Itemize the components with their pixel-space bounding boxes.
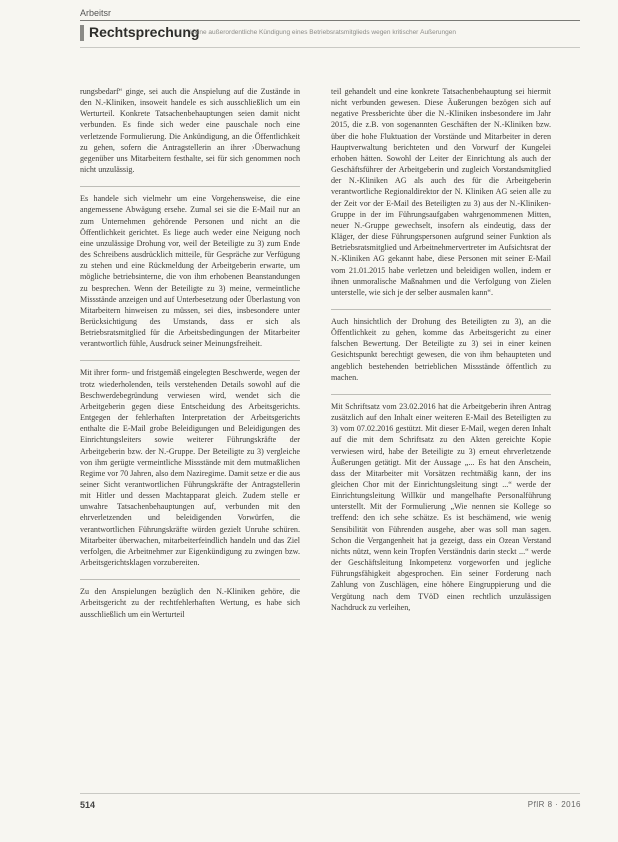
paragraph: rungsbedarf“ ginge, sei auch die Anspielung auf die Zustände in den N.-Kliniken, insoweit handele es sich ausschließlich um ein Werturteil. Konkrete Tatsachenbehauptungen seien damit nicht verbunden. Es finde sich weder eine pauschale noch eine verletzende Formulierung. Die Ankündigung, an die Öffentlichkeit zu gehen, sofern die Antragstellerin an ihrer ›Überwachung gegenüber uns Mitarbeitern festhalte, sei für sich genommen noch nicht unzulässig. [80,87,300,175]
footer-rule [80,793,580,794]
header-underline [80,47,580,48]
paragraph: Mit Schriftsatz vom 23.02.2016 hat die Arbeitgeberin ihren Antrag zusätzlich auf den Inhalt einer weiteren E-Mail des Beteiligten zu 3) vom 07.02.2016 gestützt. Mit dieser E-Mail, wegen deren Inhalt auf die mit dem Schriftsatz zu den Akten gereichte Kopie verwiesen wird, habe der Beteiligte zu 3) erneut ehrverletzende Äußerungen getätigt. Mit der Aussage „... Es hat den Anschein, dass der Mitarbeiter mit Vorsätzen rechtmäßig kann, der ins gleichen Chor mit der Einrichtungsleitung singt ...“ werde der Einrichtungsleitung Willkür und mangelhafte Personalführung unterstellt. Mit der Formulierung „Wie nennen sie Kollege so treffend: den ich sehe schätze. Es ist beschämend, wie wenig Sensibilität von Führenden ausgehe, aber was soll man sagen. Schon die Vergangenheit hat ja gezeigt, dass ein Ozean Verstand nichts nützt, wenn kein Tropfen Verständnis darin steckt ...“ werde der Geschäftsleitung Inkompetenz vorgeworfen und jegliche Führungsfähigkeit abgesprochen. Ein seiner Forderung nach Zahlung von Zuschlägen, eine höhere Eingruppierung und die Vergütung nach dem TVöD einen rechtlich unzulässigen Nachdruck zu verleihen, [331,401,551,612]
header-bar [80,25,84,41]
paragraph-divider [80,186,300,187]
journal-issue: PflR 8 · 2016 [527,800,581,809]
running-header [80,22,580,44]
page-number: 514 [80,800,96,810]
paragraph: teil gehandelt und eine konkrete Tatsachenbehauptung sei hiermit nicht verbunden gewesen. Diese Äußerungen bezögen sich auf negative Pressberichte über die N.-Kliniken insbesondere im Jahr 2015, die z.B. von sogenannten Geschäften der N.-Kliniken bzw. über die hohe Fluktuation der Vorstände und Mitarbeiter in deren Hauptverwaltung berichteten und den Vorwurf der Kungelei erhoben hätten. Sowohl der Leiter der Einrichtung als auch der Geschäftsführer der Arbeitgeberin und zugleich Vorstandsmitglied der N.-Kliniken AG als auch des für die Arbeitgeberin verantwortliche Regionaldirektor der N. Kliniken AG seien alle zu der Zeit vor der E-Mail des Beteiligten zu 3) aus der N.-Kliniken-Gruppe in der im Führungsaufgaben wahrgenommenen Mitten, neuer N.-Gruppe gewechselt, insofern als eindeutig, dass der Kläger, der diese Führungspersonen aufgrund seiner Funktion als Betriebsratsmitglied und Arbeitnehmervertreter im Aufsichtsrat der N.-Kliniken AG gekannt habe, diese Personen mit seiner E-Mail vom 21.01.2015 habe verletzen und beleidigen wollen, indem er ihnen unmoralische Maßnahmen und die Verfolgung von Zielen unterstelle, wie sich je der selber ausmalen kann“. [331,87,551,297]
left-column [80,86,300,626]
paragraph-divider [331,309,551,310]
paragraph: Es handele sich vielmehr um eine Vorgehensweise, die eine angemessene Abwägung ersehe. Zumal sei sie die E-Mail nur an zum Unternehmen gehörende Personen und nicht an die Öffentlichkeit gerichtet. Es liege auch weder eine Neigung noch eine unzulässige Drohung vor, weil der Beteiligte zu 3) zum Ende des Schreibens ausdrücklich mitteile, für Gespräche zur Verfügung zu stehen und eine Rückmeldung der Arbeitgeberin erwarte, um mögliche betriebsinterne, die von ihm erhobenen Beanstandungen zu besprechen. Wenn der Beteiligte zu 3) meine, vermeintliche Missstände anzeigen und auf Unterbesetzung oder Überlastung von Mitarbeitern hinweisen zu müssen, sei dies, insbesondere unter Berücksichtigung des Umstands, dass er sich als Betriebsratsmitglied für die Arbeitsbedingungen der Mitarbeiter verantwortlich fühle, Ausdruck seiner Meinungsfreiheit. [80,194,300,349]
header-subtitle: Keine außerordentliche Kündigung eines Betriebsratsmitglieds wegen kritischer Äußerungen [190,29,456,36]
paragraph: Auch hinsichtlich der Drohung des Beteiligten zu 3), an die Öffentlichkeit zu gehen, komme das Arbeitsgericht zu einer falschen Bewertung. Der Beteiligte zu 3) sei in einer keinen Gesichtspunkt berechtigt gewesen, die von ihm behaupteten und angeblich bestehenden betrieblichen Missstände öffentlich zu machen. [331,316,551,382]
paragraph-divider [331,394,551,395]
section-tag: Arbeitsr [80,8,112,18]
paragraph: Zu den Anspielungen bezüglich den N.-Kliniken gehöre, die Arbeitsgericht zu der rechtfehlerhaften Wertung, es habe sich ausschließlich um ein Werturteil [80,587,300,619]
paragraph-divider [80,579,300,580]
right-column [331,86,551,619]
paragraph: Mit ihrer form- und fristgemäß eingelegten Beschwerde, wegen der trotz wiederholenden, teils verstehenden Details sowohl auf die Beschwerdebegründung verwiesen wird, wendet sich die Arbeitgeberin gegen diese Entscheidung des Arbeitsgerichts. Entgegen der fehlerhaften Interpretation der Arbeitsgerichts enthalte die E-Mail grobe Beleidigungen und Beleidigungen des Einrichtungsleiters sowie weiterer Führungskräfte der Arbeitgeberin bzw. der N.-Gruppe. Der Beteiligte zu 3) vergleiche von ihm gerügte vermeintliche Missstände mit dem mutmaßlichen Regime vor 70 Jahren, also dem Naziregime. Damit setze er die aus seiner Sicht verantwortlichen Führungskräfte der Antragstellerin mit Hitler und dessen Machtapparat gleich. Zudem stelle er unwahre Tatsachenbehauptungen auf, verbunden mit den ehrverletzenden und beleidigenden Vorwürfen, die verantwortlichen Führungskräfte würden gezielt Unruhe schüren. Mitarbeiter überwachen, mitarbeiterfeindlich handeln und das Ziel verfolgen, die Arbeitnehmer zur Eigenkündigung zu zwingen bzw. Arbeitsgerichtsklagen vorzubereiten. [80,368,300,568]
header-rule [80,20,580,21]
header-title: Rechtsprechung [89,24,200,40]
paragraph-divider [80,360,300,361]
